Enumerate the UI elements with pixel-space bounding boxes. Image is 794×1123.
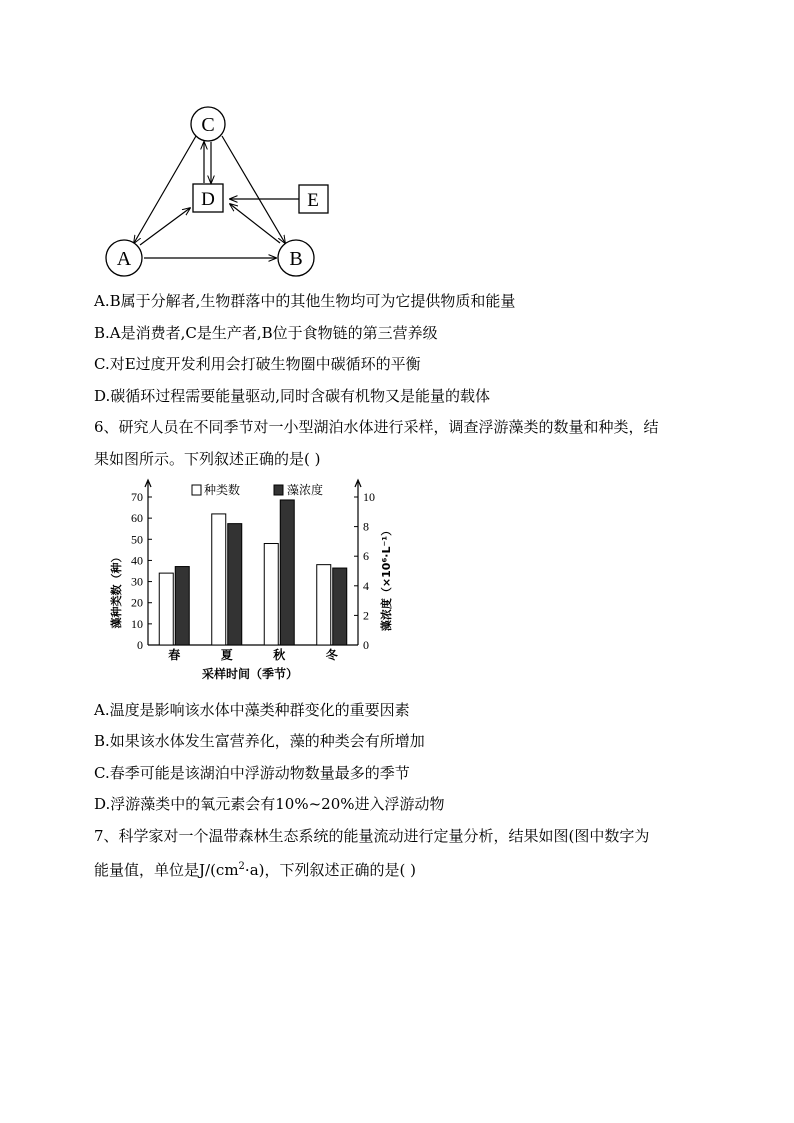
y-right-tick-label: 6	[363, 549, 369, 564]
bar-algae-concentration	[333, 568, 347, 645]
q7-stem-line1: 7、科学家对一个温带森林生态系统的能量流动进行定量分析，结果如图(图中数字为	[94, 827, 650, 845]
y-axis-right-label: 藻浓度（×10⁶·L⁻¹）	[380, 524, 393, 632]
arrow-a-to-d	[140, 208, 190, 245]
y-right-tick-label: 2	[363, 608, 369, 623]
arrow-b-to-d	[230, 204, 280, 243]
y-left-tick-label: 10	[131, 616, 143, 631]
bar-species-count	[159, 573, 173, 645]
node-c-label: C	[201, 114, 215, 136]
y-left-tick-label: 40	[131, 553, 143, 568]
y-right-tick-label: 10	[363, 490, 375, 504]
q7-stem-line2-sup: 2	[238, 861, 245, 872]
q7-stem-line2-a: 能量值，单位是J/(cm	[94, 861, 239, 879]
arrow-c-to-b	[222, 136, 285, 243]
bar-species-count	[264, 544, 278, 645]
bar-algae-concentration	[280, 500, 294, 645]
x-tick-label: 冬	[325, 648, 338, 662]
x-tick-label: 夏	[220, 648, 233, 662]
q5-option-d: D.碳循环过程需要能量驱动,同时含碳有机物又是能量的载体	[94, 387, 491, 405]
y-axis-left-label: 藻种类数（种）	[110, 551, 123, 629]
bar-species-count	[212, 514, 226, 645]
legend-label-species: 种类数	[204, 483, 241, 497]
algae-bar-chart	[100, 478, 400, 688]
y-left-tick-label: 20	[131, 595, 143, 610]
bar-species-count	[317, 565, 331, 645]
node-d-label: D	[201, 189, 215, 210]
q6-stem-line1: 6、研究人员在不同季节对一小型湖泊水体进行采样，调查浮游藻类的数量和种类，结	[94, 418, 659, 436]
q5-option-c: C.对E过度开发利用会打破生物圈中碳循环的平衡	[94, 355, 421, 373]
y-left-tick-label: 30	[131, 574, 143, 589]
node-e-label: E	[307, 190, 319, 211]
y-left-tick-label: 0	[137, 638, 143, 652]
q6-option-d: D.浮游藻类中的氧元素会有10%~20%进入浮游动物	[94, 795, 445, 813]
q6-option-c: C.春季可能是该湖泊中浮游动物数量最多的季节	[94, 764, 410, 782]
x-axis-label: 采样时间（季节）	[201, 667, 299, 681]
legend-swatch-concentration	[274, 485, 283, 495]
legend-swatch-species	[192, 485, 201, 495]
y-left-tick-label: 70	[131, 490, 143, 504]
x-tick-label: 秋	[273, 648, 286, 662]
node-b-label: B	[289, 248, 303, 270]
q6-option-b: B.如果该水体发生富营养化，藻的种类会有所增加	[94, 732, 425, 750]
y-left-tick-label: 50	[131, 532, 143, 547]
q6-option-a: A.温度是影响该水体中藻类种群变化的重要因素	[94, 701, 410, 719]
y-right-tick-label: 0	[363, 638, 369, 652]
q6-stem-line2: 果如图所示。下列叙述正确的是( )	[94, 450, 321, 468]
bar-algae-concentration	[228, 524, 242, 645]
y-right-tick-label: 8	[363, 519, 369, 534]
y-right-tick-label: 4	[363, 578, 369, 593]
node-a-label: A	[116, 248, 132, 270]
x-tick-label: 春	[168, 648, 181, 662]
q7-stem-line2-b: ·a)，下列叙述正确的是( )	[244, 861, 416, 879]
bar-algae-concentration	[175, 567, 189, 645]
legend-label-concentration: 藻浓度	[287, 483, 324, 497]
q5-option-a: A.B属于分解者,生物群落中的其他生物均可为它提供物质和能量	[94, 292, 516, 310]
q7-stem-line2	[94, 857, 416, 880]
legend	[192, 482, 323, 497]
carbon-cycle-diagram	[100, 100, 340, 280]
y-left-tick-label: 60	[131, 511, 143, 526]
q5-option-b: B.A是消费者,C是生产者,B位于食物链的第三营养级	[94, 324, 438, 342]
